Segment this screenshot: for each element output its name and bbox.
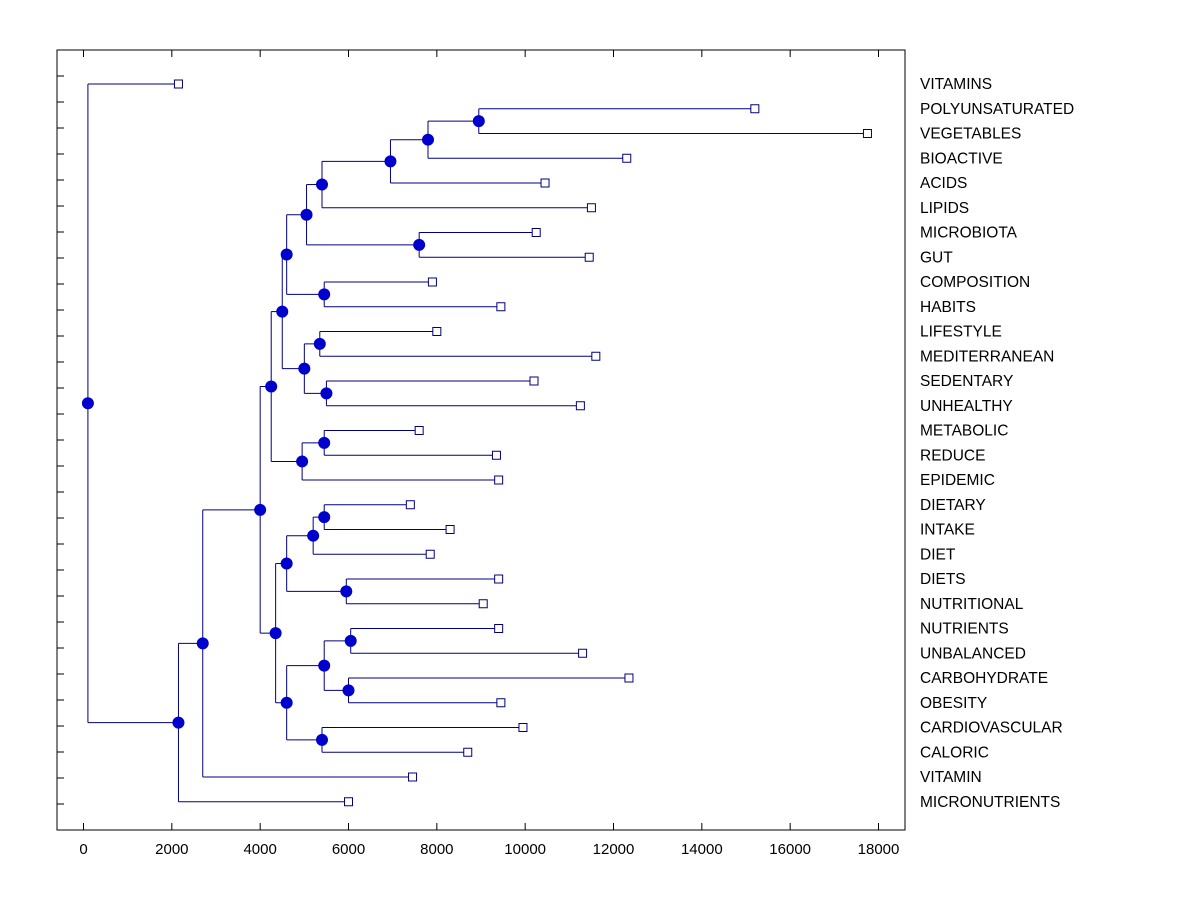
leaf-label: INTAKE [920,521,975,539]
leaf-marker [497,303,505,311]
x-tick-label: 4000 [243,841,277,858]
leaf-marker [541,179,549,187]
leaf-label: METABOLIC [920,422,1009,440]
leaf-label: DIETS [920,571,966,589]
leaf-marker [497,699,505,707]
leaf-marker [625,674,633,682]
x-tick-label: 14000 [680,841,723,858]
leaf-marker [479,600,487,608]
leaf-label: MICRONUTRIENTS [920,793,1061,811]
merge-node [301,209,312,220]
x-tick-label: 6000 [331,841,366,858]
x-tick-label: 8000 [420,841,454,858]
leaf-marker [623,154,631,162]
leaf-marker [492,451,500,459]
merge-node [414,239,425,250]
leaf-marker [863,130,871,138]
leaf-marker [174,80,182,88]
x-tick-label: 16000 [769,841,812,858]
merge-node [319,660,330,671]
leaf-marker [532,229,540,237]
x-tick-label: 10000 [504,841,547,858]
leaf-label: SEDENTARY [920,373,1014,391]
leaf-marker [579,649,587,657]
merge-node [82,398,93,409]
x-tick-label: 2000 [155,841,189,858]
x-tick-label: 0 [79,841,88,858]
merge-node [319,289,330,300]
leaf-label: UNHEALTHY [920,397,1013,415]
leaf-label: MEDITERRANEAN [920,348,1055,366]
leaf-label: EPIDEMIC [920,472,995,490]
leaf-label: VITAMINS [920,76,993,94]
leaf-label: NUTRITIONAL [920,595,1024,613]
leaf-label: DIET [920,546,956,564]
merge-node [281,558,292,569]
merge-node [385,156,396,167]
leaf-label: DIETARY [920,496,986,514]
merge-node [299,363,310,374]
leaf-marker [495,476,503,484]
leaf-marker [519,724,527,732]
leaf-label: CARBOHYDRATE [920,670,1049,688]
leaf-marker [433,328,441,336]
merge-node [277,306,288,317]
leaf-marker [495,625,503,633]
leaf-label: CARDIOVASCULAR [920,719,1063,737]
merge-node [321,388,332,399]
leaf-marker [415,427,423,435]
leaf-marker [446,526,454,534]
leaf-label: BIOACTIVE [920,150,1003,168]
leaf-marker [576,402,584,410]
leaf-marker [585,253,593,261]
merge-node [319,512,330,523]
leaf-marker [530,377,538,385]
leaf-label: ACIDS [920,175,968,193]
leaf-label: HABITS [920,298,976,316]
merge-node [473,116,484,127]
leaf-label: VEGETABLES [920,125,1022,143]
merge-node [345,635,356,646]
leaf-marker [587,204,595,212]
merge-node [314,338,325,349]
leaf-label: CALORIC [920,744,989,762]
merge-node [317,179,328,190]
merge-node [281,249,292,260]
leaf-label: POLYUNSATURATED [920,100,1075,118]
merge-node [297,456,308,467]
leaf-marker [426,550,434,558]
leaf-marker [464,748,472,756]
merge-node [308,530,319,541]
merge-node [270,628,281,639]
merge-node [317,734,328,745]
leaf-marker [345,798,353,806]
leaf-label: VITAMIN [920,769,982,787]
x-tick-label: 12000 [592,841,635,858]
leaf-label: GUT [920,249,953,267]
merge-node [266,381,277,392]
merge-node [319,437,330,448]
merge-node [341,586,352,597]
leaf-marker [592,352,600,360]
leaf-label: COMPOSITION [920,274,1031,292]
leaf-label: LIPIDS [920,199,970,217]
leaf-label: UNBALANCED [920,645,1026,663]
merge-node [173,717,184,728]
leaf-marker [751,105,759,113]
x-tick-label: 18000 [857,841,900,858]
merge-node [423,134,434,145]
leaf-marker [495,575,503,583]
leaf-label: NUTRIENTS [920,620,1009,638]
leaf-marker [406,501,414,509]
leaf-label: LIFESTYLE [920,323,1002,341]
leaf-label: MICROBIOTA [920,224,1018,242]
merge-node [343,685,354,696]
leaf-marker [428,278,436,286]
merge-node [281,697,292,708]
merge-node [197,638,208,649]
leaf-label: REDUCE [920,447,986,465]
merge-node [255,504,266,515]
leaf-label: OBESITY [920,694,988,712]
leaf-marker [409,773,417,781]
